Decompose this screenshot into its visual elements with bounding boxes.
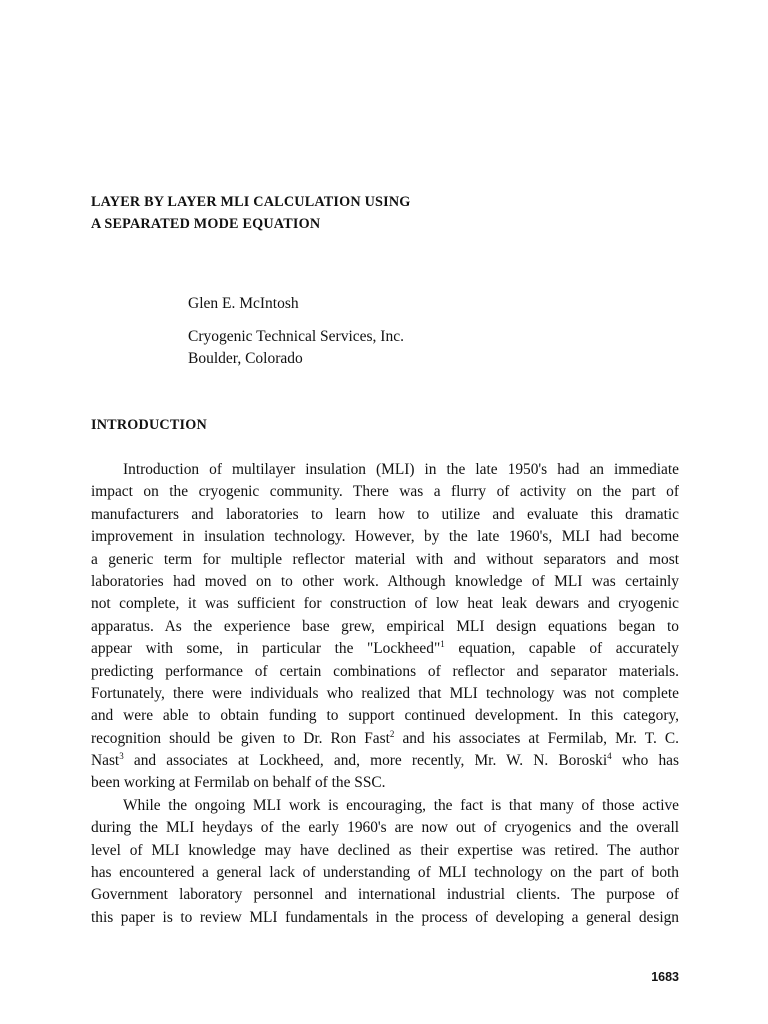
text-segment: Nast <box>91 752 120 770</box>
citation-superscript: 2 <box>389 728 395 739</box>
title-line-1: LAYER BY LAYER MLI CALCULATION USING <box>91 194 411 210</box>
text-line: has encountered a general lack of understanding of MLI technology on the part of both <box>91 864 679 882</box>
text-line: improvement in insulation technology. However, by the late 1960's, MLI had become <box>91 528 679 546</box>
text-line <box>91 728 679 750</box>
text-line: laboratories had moved on to other work. Although knowledge of MLI was certainly <box>91 572 679 590</box>
text-line <box>91 750 679 772</box>
text-segment: equation, capable of accurately <box>444 640 679 658</box>
text-segment: and associates at Lockheed, and, more recently, Mr. W. N. Boroski <box>123 752 608 770</box>
author-location: Boulder, Colorado <box>188 350 303 367</box>
page-number: 1683 <box>651 970 679 984</box>
text-line: during the MLI heydays of the early 1960's are now out of cryogenics and the overall <box>91 819 679 837</box>
text-line <box>91 638 679 660</box>
text-line: Introduction of multilayer insulation (MLI) in the late 1950's had an immediate <box>123 461 679 478</box>
text-line: apparatus. As the experience base grew, empirical MLI design equations began to <box>91 617 679 635</box>
text-line: not complete, it was sufficient for construction of low heat leak dewars and cryogenic <box>91 595 679 613</box>
text-line: been working at Fermilab on behalf of the SSC. <box>91 774 386 792</box>
body-text <box>91 459 679 929</box>
citation-superscript: 4 <box>607 751 612 762</box>
author-affiliation: Cryogenic Technical Services, Inc. <box>188 328 404 345</box>
author-block <box>188 293 404 370</box>
author-name: Glen E. McIntosh <box>188 295 299 312</box>
text-line: impact on the cryogenic community. There was a flurry of activity on the part of <box>91 483 679 501</box>
text-segment: who has <box>611 752 679 770</box>
text-line: manufacturers and laboratories to learn how to utilize and evaluate this dramatic <box>91 505 679 523</box>
text-line: predicting performance of certain combinations of reflector and separator materials. <box>91 662 679 680</box>
text-segment: appear with some, in particular the "Lockheed" <box>91 640 441 658</box>
text-line: level of MLI knowledge may have declined as their expertise was retired. The author <box>91 841 679 859</box>
paragraph-2 <box>91 795 679 929</box>
text-line: Government laboratory personnel and international industrial clients. The purpose of <box>91 886 679 904</box>
text-segment: recognition should be given to Dr. Ron Fast <box>91 729 390 747</box>
citation-superscript: 1 <box>440 639 445 650</box>
text-line: While the ongoing MLI work is encouraging, the fact is that many of those active <box>123 796 679 814</box>
section-heading-introduction: INTRODUCTION <box>91 417 207 433</box>
text-line: a generic term for multiple reflector material with and without separators and most <box>91 550 679 568</box>
title-line-2: A SEPARATED MODE EQUATION <box>91 216 321 232</box>
text-segment: and his associates at Fermilab, Mr. T. C. <box>394 729 679 747</box>
paper-title <box>91 191 411 235</box>
text-line: and were able to obtain funding to support continued development. In this category, <box>91 707 679 725</box>
text-line: Fortunately, there were individuals who realized that MLI technology was not complete <box>91 684 679 702</box>
citation-superscript: 3 <box>119 751 124 762</box>
text-line: this paper is to review MLI fundamentals in the process of developing a general design <box>91 908 679 926</box>
paragraph-1 <box>91 459 679 795</box>
